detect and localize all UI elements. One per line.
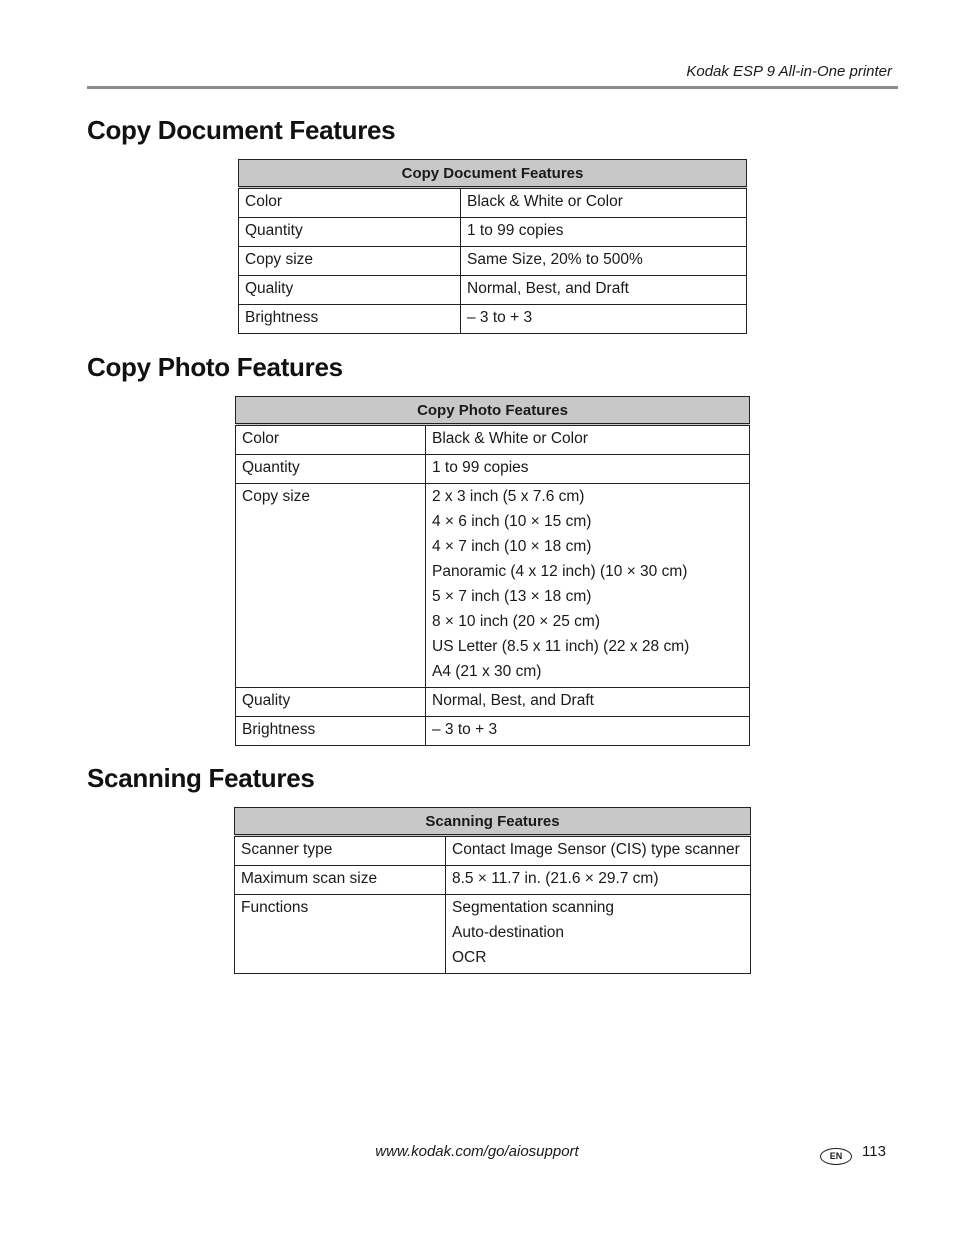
value-line: Normal, Best, and Draft <box>467 280 629 297</box>
row-label: Color <box>239 188 461 218</box>
table-title: Copy Document Features <box>239 160 747 188</box>
row-label: Brightness <box>239 305 461 334</box>
scanning-table <box>234 807 751 974</box>
table-row <box>239 188 747 218</box>
table-row <box>236 484 750 688</box>
row-label: Color <box>236 425 426 455</box>
table-title: Scanning Features <box>235 808 751 836</box>
value-line: 8.5 × 11.7 in. (21.6 × 29.7 cm) <box>452 870 659 887</box>
table-title: Copy Photo Features <box>236 397 750 425</box>
value-line: 2 x 3 inch (5 x 7.6 cm) <box>432 488 585 505</box>
row-label: Functions <box>235 895 446 974</box>
row-label: Maximum scan size <box>235 866 446 895</box>
table-row <box>239 305 747 334</box>
value-line: Panoramic (4 x 12 inch) (10 × 30 cm) <box>432 563 688 580</box>
value-line: 1 to 99 copies <box>467 222 564 239</box>
row-value <box>426 484 750 688</box>
row-value <box>461 247 747 276</box>
header-rule <box>87 86 898 89</box>
row-value <box>446 866 751 895</box>
footer-url: www.kodak.com/go/aiosupport <box>375 1143 579 1160</box>
row-value <box>446 836 751 866</box>
table-row <box>236 688 750 717</box>
value-line: US Letter (8.5 x 11 inch) (22 x 28 cm) <box>432 638 690 655</box>
table-row <box>236 717 750 746</box>
row-value <box>461 276 747 305</box>
row-value <box>426 717 750 746</box>
value-line: Black & White or Color <box>467 193 623 210</box>
value-line: 1 to 99 copies <box>432 459 529 476</box>
row-value <box>446 895 751 974</box>
value-line: Contact Image Sensor (CIS) type scanner <box>452 841 740 858</box>
value-line: Auto-destination <box>452 924 565 941</box>
row-value <box>426 688 750 717</box>
value-line: 5 × 7 inch (13 × 18 cm) <box>432 588 592 605</box>
value-line: – 3 to + 3 <box>432 721 498 738</box>
table-body <box>239 188 747 334</box>
row-value <box>461 305 747 334</box>
copy-document-table <box>238 159 747 334</box>
value-line: Same Size, 20% to 500% <box>467 251 643 268</box>
table-body <box>235 836 751 974</box>
table-row <box>235 866 751 895</box>
section-heading-scanning: Scanning Features <box>87 763 315 793</box>
value-line: Segmentation scanning <box>452 899 615 916</box>
table-row <box>239 218 747 247</box>
value-line: A4 (21 x 30 cm) <box>432 663 542 680</box>
row-label: Brightness <box>236 717 426 746</box>
row-value <box>426 425 750 455</box>
copy-photo-table <box>235 396 750 746</box>
row-label: Quantity <box>236 455 426 484</box>
row-label: Quality <box>236 688 426 717</box>
table-row <box>239 247 747 276</box>
value-line: Normal, Best, and Draft <box>432 692 594 709</box>
section-heading-copy-document: Copy Document Features <box>87 115 396 145</box>
table-row <box>239 276 747 305</box>
row-label: Quality <box>239 276 461 305</box>
value-line: 4 × 6 inch (10 × 15 cm) <box>432 513 592 530</box>
table-row <box>235 836 751 866</box>
row-value <box>461 218 747 247</box>
section-heading-copy-photo: Copy Photo Features <box>87 352 343 382</box>
value-line: 4 × 7 inch (10 × 18 cm) <box>432 538 592 555</box>
row-label: Quantity <box>239 218 461 247</box>
value-line: Black & White or Color <box>432 430 588 447</box>
language-badge: EN <box>820 1148 852 1165</box>
table-row <box>236 425 750 455</box>
table-body <box>236 425 750 746</box>
row-label: Copy size <box>236 484 426 688</box>
row-label: Scanner type <box>235 836 446 866</box>
row-value <box>461 188 747 218</box>
row-label: Copy size <box>239 247 461 276</box>
value-line: – 3 to + 3 <box>467 309 533 326</box>
value-line: OCR <box>452 949 487 966</box>
table-row <box>236 455 750 484</box>
row-value <box>426 455 750 484</box>
page-number: 113 <box>862 1143 886 1160</box>
header-title: Kodak ESP 9 All-in-One printer <box>686 63 892 80</box>
table-row <box>235 895 751 974</box>
value-line: 8 × 10 inch (20 × 25 cm) <box>432 613 601 630</box>
